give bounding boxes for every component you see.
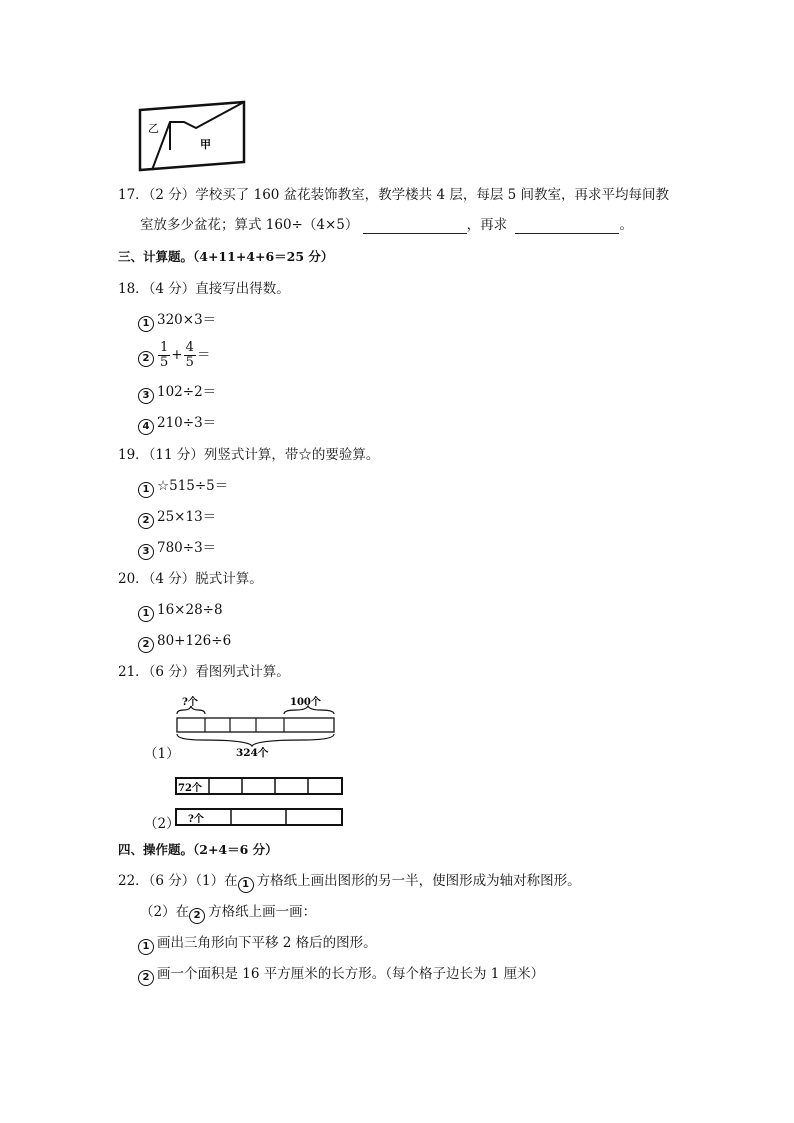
q18-item-2: 2 $\frac{1}{5}$ + $\frac{4}{5}$ ＝	[138, 339, 210, 371]
q18-item-3: 3 102÷2＝	[138, 383, 216, 404]
q22-sub-1: 1 画出三角形向下平移 2 格后的图形。	[138, 934, 377, 955]
section4-title: 四、操作题。（2+4＝6 分）	[118, 842, 278, 857]
label-yi: 乙	[148, 122, 159, 135]
top-value-label: 72个	[178, 783, 202, 794]
q20-item-1: 1 16×28÷8	[138, 601, 223, 622]
circled-number: 2	[138, 637, 154, 653]
bottom-value-label: ?个	[188, 814, 204, 825]
circled-number: 1	[138, 482, 154, 498]
unknown-label: ?个	[182, 697, 198, 708]
circled-number: 1	[138, 316, 154, 332]
tape-diagram-2	[172, 774, 346, 830]
q21-title: 21．（6 分）看图列式计算。	[118, 664, 290, 680]
circled-number: 3	[138, 544, 154, 560]
room-figure	[136, 98, 250, 174]
q18-title: 18．（4 分）直接写出得数。	[118, 281, 290, 297]
circled-number: 1	[138, 939, 154, 955]
q20-title: 20．（4 分）脱式计算。	[118, 571, 263, 587]
circled-number: 2	[138, 513, 154, 529]
answer-blank-2[interactable]	[515, 219, 619, 234]
q17-line2: 室放多少盆花；算式 160÷（4×5） ，再求 。	[140, 217, 633, 233]
q21-part1-label: （1）	[144, 746, 180, 762]
q17-line1: 17．（2 分）学校买了 160 盆花装饰教室，教学楼共 4 层，每层 5 间教室，再求平均每间教	[118, 187, 670, 203]
circled-number: 2	[189, 908, 205, 924]
circled-number: 4	[138, 419, 154, 435]
q21-part2-label: （2）	[144, 816, 180, 832]
q22-sub-2: 2 画一个面积是 16 平方厘米的长方形。（每个格子边长为 1 厘米）	[138, 965, 544, 986]
circled-number: 2	[138, 351, 154, 367]
q22-line1: 22．（6 分）（1）在 1 方格纸上画出图形的另一半，使图形成为轴对称图形。	[118, 872, 581, 893]
total-label: 324个	[236, 747, 269, 759]
circled-number: 3	[138, 388, 154, 404]
known-label: 100个	[290, 697, 321, 708]
q18-item-1: 1 320×3＝	[138, 311, 216, 332]
q18-item-4: 4 210÷3＝	[138, 414, 216, 435]
q19-title: 19．（11 分）列竖式计算，带☆的要验算。	[118, 447, 380, 463]
q19-item-2: 2 25×13＝	[138, 508, 216, 529]
q22-line2: （2）在 2 方格纸上画一画：	[140, 903, 316, 924]
section3-title: 三、计算题。（4+11+4+6＝25 分）	[118, 249, 334, 264]
circled-number: 1	[138, 606, 154, 622]
fraction: $\frac{1}{5}$	[160, 340, 169, 370]
tape-diagram-1	[172, 696, 342, 762]
label-jia: 甲	[200, 138, 211, 151]
q20-item-2: 2 80+126÷6	[138, 632, 231, 653]
q19-item-1: 1 ☆515÷5＝	[138, 477, 228, 498]
circled-number: 1	[238, 877, 254, 893]
circled-number: 2	[138, 970, 154, 986]
q19-item-3: 3 780÷3＝	[138, 539, 216, 560]
answer-blank-1[interactable]	[363, 219, 467, 234]
fraction: $\frac{4}{5}$	[185, 340, 194, 370]
